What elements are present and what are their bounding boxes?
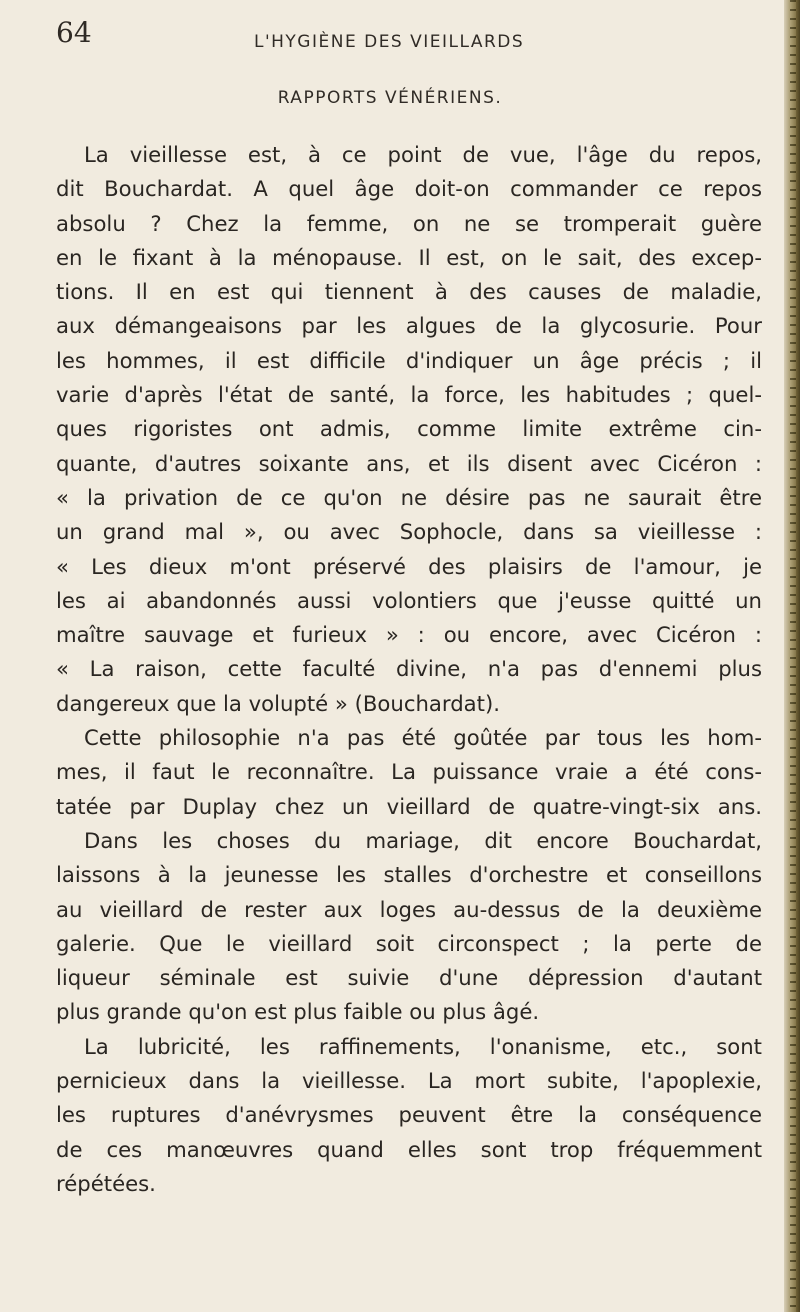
page-edge: [784, 0, 800, 1312]
text-line: Dans les choses du mariage, dit encore Bouchardat,: [84, 827, 762, 853]
text-line: La lubricité, les raffinements, l'onanisme, etc., sont: [84, 1033, 762, 1059]
text-line: mes, il faut le reconnaître. La puissance vraie a été cons-: [56, 759, 762, 785]
section-title: RAPPORTS VÉNÉRIENS.: [277, 88, 503, 108]
text-line: répétées.: [56, 1170, 156, 1196]
text-line: quante, d'autres soixante ans, et ils disent avec Cicéron :: [56, 450, 762, 476]
text-line: les ruptures d'anévrysmes peuvent être la conséquence: [56, 1102, 762, 1128]
text-line: aux démangeaisons par les algues de la glycosurie. Pour: [56, 313, 762, 339]
text-line: Cette philosophie n'a pas été goûtée par tous les hom-: [84, 725, 762, 751]
page-edge-texture: [790, 0, 796, 1312]
text-line: de ces manœuvres quand elles sont trop fréquemment: [56, 1136, 762, 1162]
text-line: ques rigoristes ont admis, comme limite extrême cin-: [56, 416, 762, 442]
text-line: absolu ? Chez la femme, on ne se tromperait guère: [56, 210, 762, 236]
text-line: liqueur séminale est suivie d'une dépression d'autant: [56, 965, 762, 991]
text-line: varie d'après l'état de santé, la force, les habitudes ; quel-: [56, 382, 762, 408]
text-line: en le fixant à la ménopause. Il est, on le sait, des excep-: [56, 244, 762, 270]
text-line: « la privation de ce qu'on ne désire pas ne saurait être: [56, 484, 762, 510]
body-text: [56, 138, 762, 1201]
running-title: L'HYGIÈNE DES VIEILLARDS: [254, 32, 525, 52]
text-line: « Les dieux m'ont préservé des plaisirs de l'amour, je: [56, 553, 762, 579]
text-line: un grand mal », ou avec Sophocle, dans sa vieillesse :: [56, 519, 762, 545]
text-line: dit Bouchardat. A quel âge doit-on commander ce repos: [56, 176, 762, 202]
page-header: [56, 18, 756, 58]
text-line: La vieillesse est, à ce point de vue, l'âge du repos,: [84, 142, 762, 167]
text-line: tions. Il en est qui tiennent à des causes de maladie,: [56, 279, 762, 305]
text-line: les hommes, il est difficile d'indiquer un âge précis ; il: [56, 347, 762, 373]
text-line: plus grande qu'on est plus faible ou plus âgé.: [56, 999, 540, 1025]
text-line: au vieillard de rester aux loges au-dessus de la deuxième: [56, 896, 762, 922]
text-line: galerie. Que le vieillard soit circonspect ; la perte de: [56, 930, 762, 956]
text-line: « La raison, cette faculté divine, n'a pas d'ennemi plus: [56, 656, 762, 682]
text-line: les ai abandonnés aussi volontiers que j'eusse quitté un: [56, 587, 762, 613]
text-line: tatée par Duplay chez un vieillard de quatre-vingt-six ans.: [56, 793, 762, 819]
page-number: 64: [56, 16, 92, 49]
text-line: laissons à la jeunesse les stalles d'orchestre et conseillons: [56, 862, 762, 888]
text-line: maître sauvage et furieux » : ou encore, avec Cicéron :: [56, 622, 762, 648]
text-line: pernicieux dans la vieillesse. La mort subite, l'apoplexie,: [56, 1068, 762, 1094]
text-line: dangereux que la volupté » (Bouchardat).: [56, 690, 500, 716]
